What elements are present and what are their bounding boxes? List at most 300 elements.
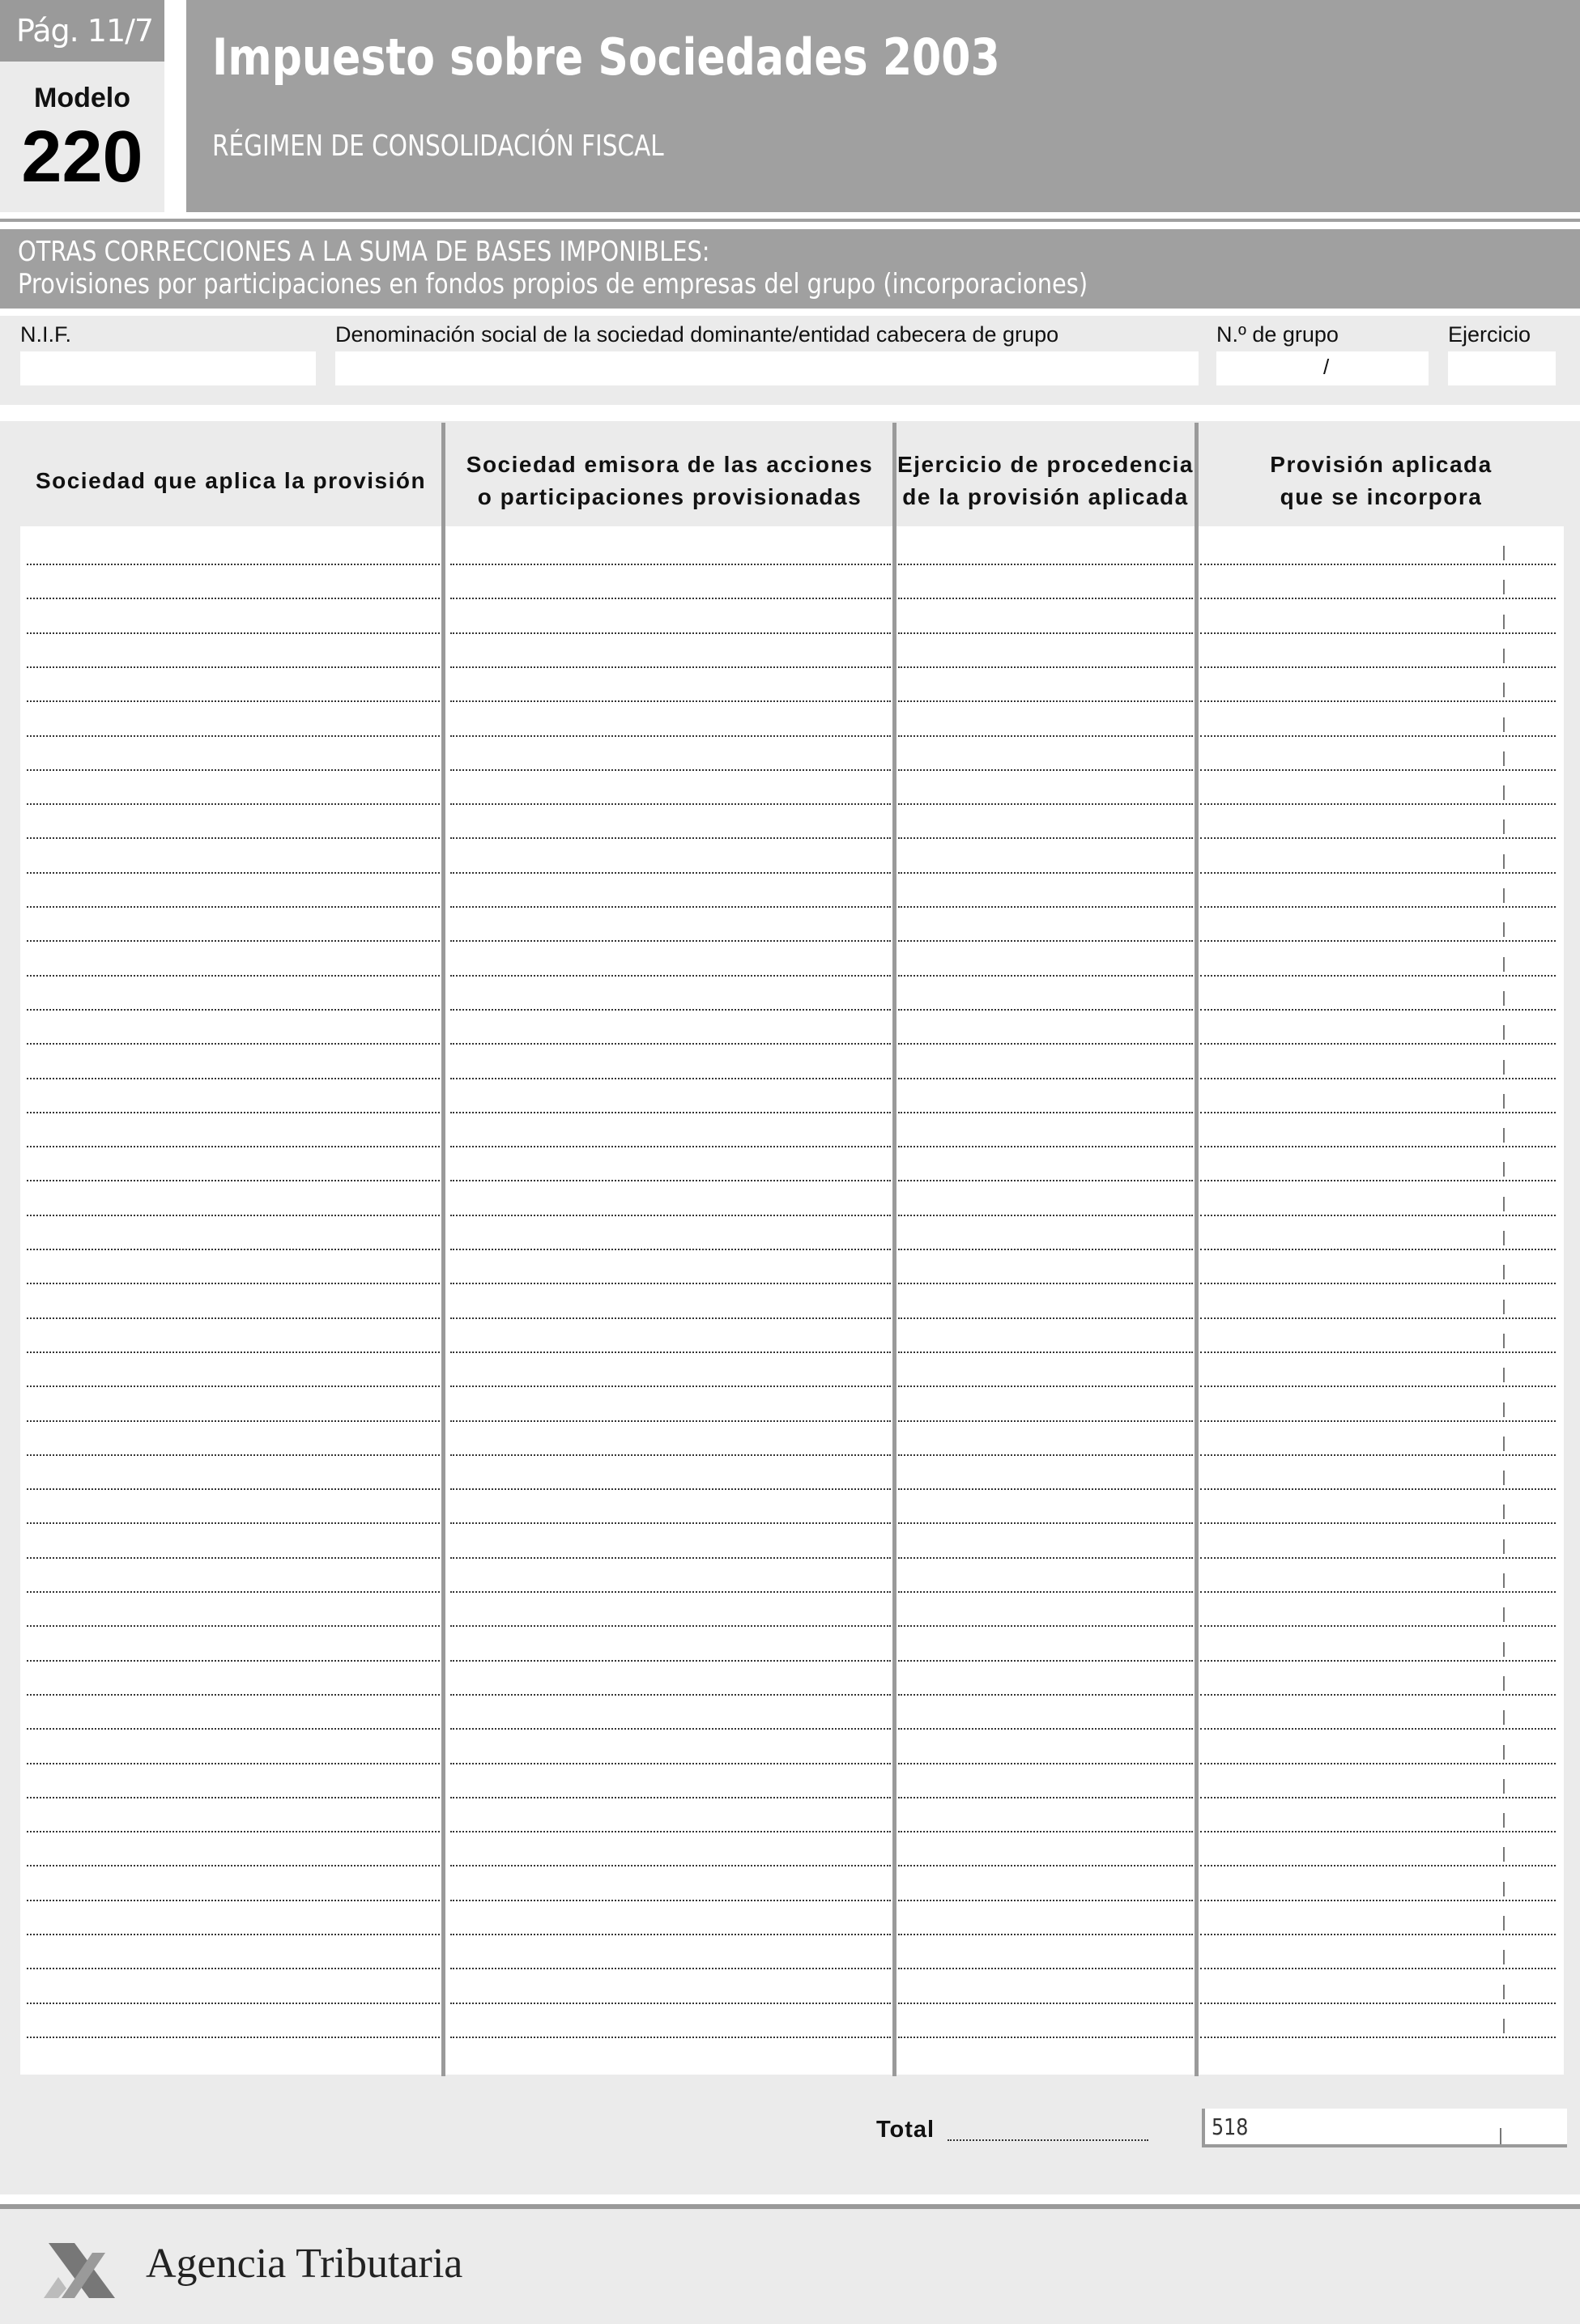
column-header-text: Sociedad emisora de las acciones xyxy=(466,452,874,477)
entry-field[interactable] xyxy=(27,1865,440,1866)
entry-field[interactable] xyxy=(27,1215,440,1216)
entry-field[interactable] xyxy=(1200,700,1556,702)
table-row[interactable] xyxy=(20,1453,1564,1456)
entry-field[interactable] xyxy=(450,700,891,702)
entry-field[interactable] xyxy=(898,769,1193,771)
entry-field[interactable] xyxy=(1200,1351,1556,1353)
table-row[interactable] xyxy=(20,596,1564,599)
entry-field[interactable] xyxy=(1200,2037,1556,2038)
entry-field[interactable] xyxy=(450,1625,891,1627)
column-header-text: Sociedad que aplica la provisión xyxy=(35,468,427,493)
decimal-tick xyxy=(1503,785,1505,800)
entry-field[interactable] xyxy=(27,632,440,634)
entry-field[interactable] xyxy=(27,872,440,874)
entry-field[interactable] xyxy=(898,1763,1193,1764)
entry-field[interactable] xyxy=(898,1283,1193,1284)
total-label: Total xyxy=(876,2117,935,2143)
entry-field[interactable] xyxy=(27,837,440,839)
entry-field[interactable] xyxy=(1200,1591,1556,1593)
entry-field[interactable] xyxy=(27,598,440,599)
entry-field[interactable] xyxy=(450,1831,891,1832)
entry-field[interactable] xyxy=(898,1591,1193,1593)
entry-field[interactable] xyxy=(898,940,1193,942)
entry-field[interactable] xyxy=(898,1660,1193,1662)
entry-field[interactable] xyxy=(1200,1215,1556,1216)
ejercicio-field[interactable] xyxy=(1448,351,1556,385)
entry-field[interactable] xyxy=(1200,1557,1556,1559)
form-subtitle: RÉGIMEN DE CONSOLIDACIÓN FISCAL xyxy=(212,130,664,163)
entry-field[interactable] xyxy=(450,1146,891,1147)
entry-field[interactable] xyxy=(898,906,1193,908)
entry-field[interactable] xyxy=(27,1934,440,1935)
section-subtitle: Provisiones por participaciones en fondos propios de empresas del grupo (incorporaciones) xyxy=(18,268,1088,300)
decimal-tick xyxy=(1500,2128,1501,2144)
entry-field[interactable] xyxy=(898,1934,1193,1935)
entry-field[interactable] xyxy=(450,1865,891,1866)
decimal-tick xyxy=(1503,888,1505,903)
table-row[interactable] xyxy=(20,973,1564,977)
column-header-text: que se incorpora xyxy=(1280,484,1483,509)
entry-field[interactable] xyxy=(1200,1317,1556,1319)
table-row[interactable] xyxy=(20,1726,1564,1730)
entry-field[interactable] xyxy=(1200,1694,1556,1696)
entry-field[interactable] xyxy=(450,1488,891,1490)
entry-field[interactable] xyxy=(898,1728,1193,1730)
page-number: Pág. 11/7 xyxy=(0,0,164,62)
entry-field[interactable] xyxy=(27,1660,440,1662)
section-title: OTRAS CORRECCIONES A LA SUMA DE BASES IMPONIBLES: xyxy=(18,236,710,268)
decimal-tick xyxy=(1503,546,1505,560)
table-row[interactable] xyxy=(20,1350,1564,1353)
entry-field[interactable] xyxy=(450,1454,891,1456)
table-row[interactable] xyxy=(20,1213,1564,1216)
identification-row xyxy=(0,316,1580,405)
decimal-tick xyxy=(1503,1437,1505,1451)
entry-field[interactable] xyxy=(1200,769,1556,771)
entry-field[interactable] xyxy=(898,1522,1193,1524)
table-row[interactable] xyxy=(20,1521,1564,1524)
decimal-tick xyxy=(1503,957,1505,972)
entry-field[interactable] xyxy=(27,1522,440,1524)
table-row[interactable] xyxy=(20,1041,1564,1045)
entry-field[interactable] xyxy=(1200,1522,1556,1524)
table-row[interactable] xyxy=(20,1487,1564,1490)
entry-field[interactable] xyxy=(1200,1112,1556,1113)
table-row[interactable] xyxy=(20,870,1564,874)
decimal-tick xyxy=(1503,1265,1505,1279)
table-row[interactable] xyxy=(20,1761,1564,1764)
entry-field[interactable] xyxy=(898,1831,1193,1832)
column-header-sociedad-aplica xyxy=(20,432,441,530)
entry-field[interactable] xyxy=(450,632,891,634)
entry-field[interactable] xyxy=(1200,1385,1556,1387)
table-row[interactable] xyxy=(20,1658,1564,1662)
entry-field[interactable] xyxy=(898,735,1193,737)
decimal-tick xyxy=(1503,819,1505,834)
table-row[interactable] xyxy=(20,2035,1564,2038)
decimal-tick xyxy=(1503,991,1505,1006)
entry-field[interactable] xyxy=(27,1968,440,1969)
entry-field[interactable] xyxy=(1200,666,1556,668)
column-header-text: de la provisión aplicada xyxy=(902,484,1189,509)
total-field[interactable] xyxy=(1202,2109,1567,2147)
entry-field[interactable] xyxy=(898,1146,1193,1147)
decimal-tick xyxy=(1503,1985,1505,1999)
decimal-tick xyxy=(1503,615,1505,629)
entry-field[interactable] xyxy=(1200,1625,1556,1627)
entry-field[interactable] xyxy=(450,1694,891,1696)
entry-field[interactable] xyxy=(450,803,891,805)
decimal-tick xyxy=(1503,717,1505,732)
entry-field[interactable] xyxy=(450,1283,891,1284)
entry-field[interactable] xyxy=(1200,632,1556,634)
entry-field[interactable] xyxy=(1200,906,1556,908)
entry-field[interactable] xyxy=(450,598,891,599)
entry-field[interactable] xyxy=(1200,1900,1556,1901)
decimal-tick xyxy=(1503,1676,1505,1691)
entry-field[interactable] xyxy=(27,1180,440,1181)
entry-field[interactable] xyxy=(27,1488,440,1490)
entry-field[interactable] xyxy=(898,1351,1193,1353)
entry-field[interactable] xyxy=(898,1078,1193,1079)
table-row[interactable] xyxy=(20,2001,1564,2004)
table-row[interactable] xyxy=(20,1556,1564,1559)
decimal-tick xyxy=(1503,1197,1505,1211)
table-row[interactable] xyxy=(20,699,1564,702)
decimal-tick xyxy=(1503,1060,1505,1075)
table-row[interactable] xyxy=(20,1384,1564,1387)
column-header-text: o participaciones provisionadas xyxy=(477,484,862,509)
entry-field[interactable] xyxy=(450,1215,891,1216)
decimal-tick xyxy=(1503,1025,1505,1040)
decimal-tick xyxy=(1503,1471,1505,1485)
entry-field[interactable] xyxy=(898,1865,1193,1866)
entry-field[interactable] xyxy=(450,1763,891,1764)
table-row[interactable] xyxy=(20,1590,1564,1593)
entry-field[interactable] xyxy=(898,564,1193,565)
column-divider xyxy=(1195,423,1199,2076)
decimal-tick xyxy=(1503,1402,1505,1417)
column-header-text: Ejercicio de procedencia xyxy=(897,452,1194,477)
entry-field[interactable] xyxy=(898,598,1193,599)
entry-field[interactable] xyxy=(898,1968,1193,1969)
grupo-label: N.º de grupo xyxy=(1216,322,1339,347)
decimal-tick xyxy=(1503,1573,1505,1588)
entry-field[interactable] xyxy=(27,2037,440,2038)
entry-field[interactable] xyxy=(27,1694,440,1696)
footer xyxy=(0,2204,1580,2324)
ejercicio-label: Ejercicio xyxy=(1448,322,1531,347)
entry-field[interactable] xyxy=(898,1009,1193,1011)
entry-field[interactable] xyxy=(450,1249,891,1250)
entry-field[interactable] xyxy=(27,1763,440,1764)
entry-field[interactable] xyxy=(450,1180,891,1181)
entry-field[interactable] xyxy=(450,1522,891,1524)
entry-field[interactable] xyxy=(27,906,440,908)
total-box-code: 518 xyxy=(1212,2113,1249,2140)
entry-field[interactable] xyxy=(1200,1249,1556,1250)
entry-field[interactable] xyxy=(27,803,440,805)
table-row[interactable] xyxy=(20,1247,1564,1250)
entry-field[interactable] xyxy=(27,1728,440,1730)
table-row[interactable] xyxy=(20,734,1564,737)
entry-field[interactable] xyxy=(1200,1763,1556,1764)
entry-field[interactable] xyxy=(1200,1831,1556,1832)
entry-field[interactable] xyxy=(27,1317,440,1319)
entry-field[interactable] xyxy=(450,564,891,565)
entry-field[interactable] xyxy=(450,2003,891,2004)
entry-field[interactable] xyxy=(898,1488,1193,1490)
entry-field[interactable] xyxy=(27,1112,440,1113)
decimal-tick xyxy=(1503,1231,1505,1245)
entry-field[interactable] xyxy=(450,1351,891,1353)
entry-field[interactable] xyxy=(450,1009,891,1011)
table-row[interactable] xyxy=(20,1932,1564,1935)
column-header-provision xyxy=(1199,432,1564,530)
entry-field[interactable] xyxy=(898,666,1193,668)
decimal-tick xyxy=(1503,1607,1505,1622)
entry-field[interactable] xyxy=(450,769,891,771)
entry-field[interactable] xyxy=(1200,1728,1556,1730)
entry-field[interactable] xyxy=(898,2037,1193,2038)
entry-field[interactable] xyxy=(898,632,1193,634)
table-row[interactable] xyxy=(20,904,1564,908)
entry-field[interactable] xyxy=(898,1249,1193,1250)
entry-field[interactable] xyxy=(27,769,440,771)
entry-field[interactable] xyxy=(27,1146,440,1147)
table-row[interactable] xyxy=(20,562,1564,565)
entry-field[interactable] xyxy=(1200,872,1556,874)
table-row[interactable] xyxy=(20,1178,1564,1181)
agency-name: Agencia Tributaria xyxy=(146,2241,463,2287)
nif-field[interactable] xyxy=(20,351,316,385)
entry-field[interactable] xyxy=(1200,1865,1556,1866)
entry-field[interactable] xyxy=(1200,1660,1556,1662)
decimal-tick xyxy=(1503,1882,1505,1896)
column-header-ejercicio xyxy=(897,432,1194,530)
entry-field[interactable] xyxy=(27,1797,440,1798)
entry-field[interactable] xyxy=(450,940,891,942)
table-row[interactable] xyxy=(20,1624,1564,1627)
entry-field[interactable] xyxy=(898,1112,1193,1113)
entry-field[interactable] xyxy=(27,1831,440,1832)
entry-field[interactable] xyxy=(1200,598,1556,599)
entry-field[interactable] xyxy=(898,1385,1193,1387)
entry-field[interactable] xyxy=(898,803,1193,805)
entry-field[interactable] xyxy=(27,2003,440,2004)
entry-field[interactable] xyxy=(450,1900,891,1901)
table-row[interactable] xyxy=(20,1966,1564,1969)
decimal-tick xyxy=(1503,1162,1505,1177)
table-row[interactable] xyxy=(20,665,1564,668)
entry-field[interactable] xyxy=(27,1591,440,1593)
entry-field[interactable] xyxy=(1200,1180,1556,1181)
table-row[interactable] xyxy=(20,1795,1564,1798)
entry-field[interactable] xyxy=(1200,1934,1556,1935)
entry-field[interactable] xyxy=(1200,564,1556,565)
table-row[interactable] xyxy=(20,768,1564,771)
entry-field[interactable] xyxy=(450,1797,891,1798)
decimal-tick xyxy=(1503,1813,1505,1828)
grupo-field[interactable] xyxy=(1216,351,1429,385)
entry-field[interactable] xyxy=(898,975,1193,977)
entry-field[interactable] xyxy=(1200,2003,1556,2004)
entry-field[interactable] xyxy=(1200,837,1556,839)
entry-field[interactable] xyxy=(898,837,1193,839)
entry-field[interactable] xyxy=(898,1797,1193,1798)
entry-field[interactable] xyxy=(1200,1146,1556,1147)
decimal-tick xyxy=(1503,2019,1505,2033)
entry-field[interactable] xyxy=(27,1351,440,1353)
decimal-tick xyxy=(1503,1950,1505,1964)
column-divider xyxy=(441,423,445,2076)
decimal-tick xyxy=(1503,922,1505,937)
entry-field[interactable] xyxy=(898,1694,1193,1696)
decimal-tick xyxy=(1503,1642,1505,1657)
table-row[interactable] xyxy=(20,631,1564,634)
entry-field[interactable] xyxy=(898,1180,1193,1181)
table-row[interactable] xyxy=(20,1316,1564,1319)
table-row[interactable] xyxy=(20,1692,1564,1696)
entry-field[interactable] xyxy=(450,1934,891,1935)
table-row[interactable] xyxy=(20,1898,1564,1901)
table-row[interactable] xyxy=(20,1007,1564,1011)
table-body xyxy=(20,526,1564,2075)
entry-field[interactable] xyxy=(450,872,891,874)
entry-field[interactable] xyxy=(27,1420,440,1422)
decimal-tick xyxy=(1503,1505,1505,1519)
entry-field[interactable] xyxy=(1200,1968,1556,1969)
decimal-tick xyxy=(1503,649,1505,663)
decimal-tick xyxy=(1503,1539,1505,1554)
form-title: Impuesto sobre Sociedades 2003 xyxy=(212,28,1000,87)
entry-field[interactable] xyxy=(27,1625,440,1627)
entry-field[interactable] xyxy=(898,1317,1193,1319)
entry-field[interactable] xyxy=(1200,975,1556,977)
entry-field[interactable] xyxy=(450,1968,891,1969)
entry-field[interactable] xyxy=(450,1078,891,1079)
decimal-tick xyxy=(1503,683,1505,697)
entry-field[interactable] xyxy=(27,1249,440,1250)
entry-field[interactable] xyxy=(27,1454,440,1456)
entry-field[interactable] xyxy=(898,1454,1193,1456)
entry-field[interactable] xyxy=(450,1317,891,1319)
decimal-tick xyxy=(1503,1128,1505,1143)
entry-field[interactable] xyxy=(27,1043,440,1045)
entry-field[interactable] xyxy=(1200,1009,1556,1011)
entry-field[interactable] xyxy=(1200,1454,1556,1456)
entry-field[interactable] xyxy=(450,975,891,977)
entry-field[interactable] xyxy=(1200,1043,1556,1045)
entry-field[interactable] xyxy=(27,564,440,565)
entry-field[interactable] xyxy=(898,1215,1193,1216)
entry-field[interactable] xyxy=(450,735,891,737)
entry-field[interactable] xyxy=(450,1728,891,1730)
modelo-number: 220 xyxy=(21,117,143,198)
entry-field[interactable] xyxy=(898,2003,1193,2004)
modelo-label: Modelo xyxy=(34,83,130,113)
table-row[interactable] xyxy=(20,1863,1564,1866)
table-row[interactable] xyxy=(20,1110,1564,1113)
column-divider xyxy=(892,423,896,2076)
modelo-box xyxy=(0,62,164,212)
table-row[interactable] xyxy=(20,1076,1564,1079)
entry-field[interactable] xyxy=(27,940,440,942)
decimal-tick xyxy=(1503,1779,1505,1794)
entry-field[interactable] xyxy=(450,1043,891,1045)
decimal-tick xyxy=(1503,580,1505,594)
entry-field[interactable] xyxy=(1200,1078,1556,1079)
entry-field[interactable] xyxy=(898,1557,1193,1559)
entry-field[interactable] xyxy=(27,1900,440,1901)
entry-field[interactable] xyxy=(1200,1420,1556,1422)
entry-field[interactable] xyxy=(450,2037,891,2038)
entry-field[interactable] xyxy=(450,1385,891,1387)
entry-field[interactable] xyxy=(450,1591,891,1593)
decimal-tick xyxy=(1503,1368,1505,1382)
grupo-separator: / xyxy=(1323,355,1330,379)
entry-field[interactable] xyxy=(1200,735,1556,737)
total-leader-dots xyxy=(948,2139,1148,2141)
entry-field[interactable] xyxy=(1200,940,1556,942)
entry-field[interactable] xyxy=(27,666,440,668)
denominacion-field[interactable] xyxy=(335,351,1199,385)
table-row[interactable] xyxy=(20,939,1564,942)
entry-field[interactable] xyxy=(27,975,440,977)
table-row[interactable] xyxy=(20,1419,1564,1422)
table-row[interactable] xyxy=(20,802,1564,805)
entry-field[interactable] xyxy=(898,1625,1193,1627)
column-header-text: Provisión aplicada xyxy=(1270,452,1493,477)
header-divider xyxy=(0,219,1580,222)
entry-field[interactable] xyxy=(450,1112,891,1113)
column-header-sociedad-emisora xyxy=(447,432,892,530)
entry-field[interactable] xyxy=(898,700,1193,702)
decimal-tick xyxy=(1503,854,1505,869)
footer-divider xyxy=(0,2204,1580,2209)
entry-field[interactable] xyxy=(27,1557,440,1559)
entry-field[interactable] xyxy=(1200,803,1556,805)
entry-field[interactable] xyxy=(27,735,440,737)
table-row[interactable] xyxy=(20,1144,1564,1147)
entry-field[interactable] xyxy=(450,837,891,839)
entry-field[interactable] xyxy=(27,1078,440,1079)
entry-field[interactable] xyxy=(27,1283,440,1284)
entry-field[interactable] xyxy=(450,1420,891,1422)
entry-field[interactable] xyxy=(450,1557,891,1559)
entry-field[interactable] xyxy=(1200,1488,1556,1490)
entry-field[interactable] xyxy=(450,906,891,908)
decimal-tick xyxy=(1503,1916,1505,1930)
entry-field[interactable] xyxy=(450,666,891,668)
table-row[interactable] xyxy=(20,1281,1564,1284)
entry-field[interactable] xyxy=(450,1660,891,1662)
entry-field[interactable] xyxy=(898,1420,1193,1422)
table-row[interactable] xyxy=(20,836,1564,839)
nif-label: N.I.F. xyxy=(20,322,72,347)
entry-field[interactable] xyxy=(27,1385,440,1387)
entry-field[interactable] xyxy=(1200,1797,1556,1798)
decimal-tick xyxy=(1503,1334,1505,1348)
entry-field[interactable] xyxy=(27,700,440,702)
entry-field[interactable] xyxy=(898,872,1193,874)
section-band xyxy=(0,229,1580,309)
entry-field[interactable] xyxy=(1200,1283,1556,1284)
entry-field[interactable] xyxy=(898,1900,1193,1901)
entry-field[interactable] xyxy=(898,1043,1193,1045)
entry-field[interactable] xyxy=(27,1009,440,1011)
table-row[interactable] xyxy=(20,1829,1564,1832)
